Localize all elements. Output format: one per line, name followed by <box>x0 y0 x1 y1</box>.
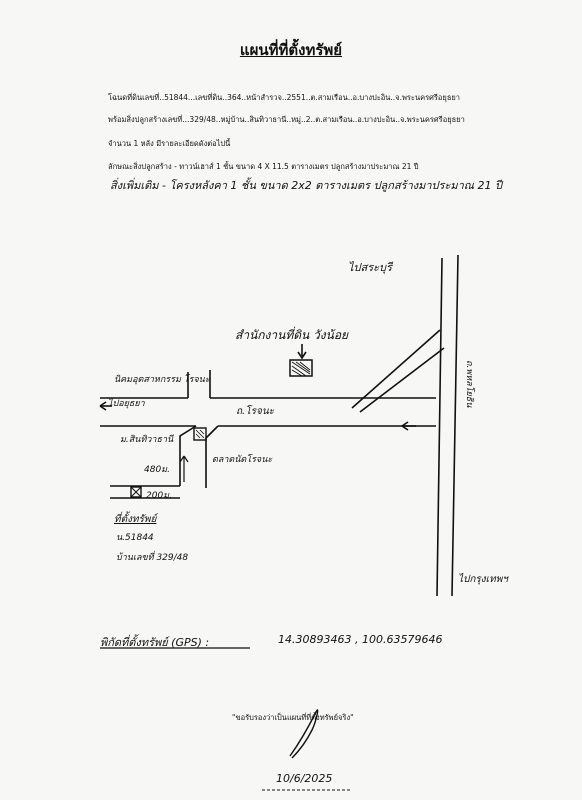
highway-left-edge <box>437 258 442 596</box>
label-property: ที่ตั้งทรัพย์ <box>114 514 157 525</box>
label-200m: 200ม. <box>146 491 172 501</box>
highway-right-edge <box>452 255 458 596</box>
certify-text: "ขอรับรองว่าเป็นแผนที่ที่ตั้งทรัพย์จริง" <box>232 713 354 722</box>
label-land-office: สำนักงานที่ดิน วังน้อย <box>235 328 349 342</box>
label-to-saraburi: ไปสระบุรี <box>348 261 392 274</box>
count-line: จำนวน 1 หลัง มีรายละเอียดดังต่อไปนี้ <box>108 139 231 148</box>
signed-date: 10/6/2025 <box>276 772 333 785</box>
label-to-ayutthaya: ไปอยุธยา <box>108 399 145 409</box>
handwritten-description: สิ่งเพิ่มเติม - โครงหลังคา 1 ชั้น ขนาด 2x2 ตารางเมตร ปลูกสร้างมาประมาณ 21 ปี <box>110 179 502 192</box>
label-house-no: บ้านเลขที่ 329/48 <box>116 553 189 563</box>
label-deed-no: น.51844 <box>116 533 154 543</box>
ramp-upper <box>352 330 440 408</box>
building-type-line: ลักษณะสิ่งปลูกสร้าง - ทาวน์เฮาส์ 1 ชั้น ขนาด 4 X 11.5 ตารางเมตร ปลูกสร้างมาประมาณ 21 ปี <box>108 162 419 171</box>
ramp-lower <box>360 348 444 412</box>
building-line: พร้อมสิ่งปลูกสร้างเลขที่...329/48..หมู่บ้าน..สินทิวาธานี..หมู่..2..ต.สามเรือน..อ.บางปะอิน..จ.พระนครศรีอยุธยา <box>108 115 465 124</box>
gps-value: 14.30893463 , 100.63579646 <box>278 633 443 646</box>
label-highway: ถ.พหลโยธิน <box>464 360 474 408</box>
label-to-bangkok: ไปกรุงเทพฯ <box>458 574 508 585</box>
label-market: ตลาดนัดโรจนะ <box>212 455 273 465</box>
gps-label: พิกัดที่ตั้งทรัพย์ (GPS) : <box>100 636 210 649</box>
label-480m: 480ม. <box>144 465 170 475</box>
deed-line: โฉนดที่ดินเลขที่..51844...เลขที่ดิน..364..หน้าสำรวจ..2551..ต.สามเรือน..อ.บางปะอิน..จ.พระนครศรีอยุธยา <box>108 93 461 102</box>
label-rojana-road: ถ.โรจนะ <box>236 406 275 417</box>
label-industrial-estate: นิคมอุตสาหกรรม โรจนะ <box>114 375 210 385</box>
page-title: แผนที่ที่ตั้งทรัพย์ <box>239 41 343 59</box>
label-village: ม.สินทิวาธานี <box>120 435 174 445</box>
